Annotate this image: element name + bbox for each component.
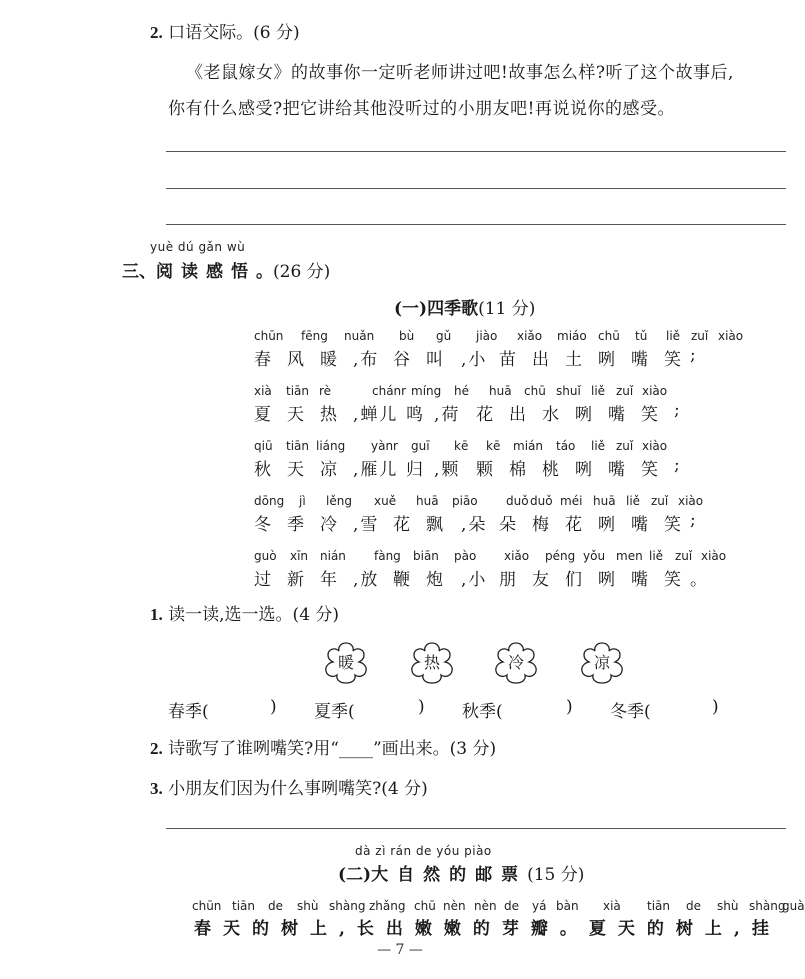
poem-char: 秋 [254,460,273,480]
poem-pinyin: jì [299,494,306,508]
page-number: — 7 — [377,942,423,958]
answer-line-4 [166,828,786,829]
poem-pinyin: hé [454,384,469,398]
sub2-number: 2. [150,739,163,758]
season-blank-close: ) [270,697,277,717]
poem-char: ,颗 [434,460,461,480]
poem-pinyin: lěng [326,494,352,508]
option-flower[interactable] [408,640,456,684]
poem-char: 土 [565,350,584,370]
passage-pinyin: shàng [329,899,366,913]
passage-pinyin: yá [532,899,547,913]
poem-char: 谷 [393,350,412,370]
poem-char: ; [674,400,682,420]
poem-line [254,439,694,480]
poem-pinyin: dōng [254,494,285,508]
poem-char: ; [690,345,698,365]
poem-pinyin: duǒ [506,494,529,508]
poem-line [254,549,727,590]
poem-pinyin: xuě [374,494,397,508]
poem-pinyin: yǒu [583,549,606,563]
poem-pinyin: chū [524,384,546,398]
poem-pinyin: tǔ [635,329,648,343]
poem-pinyin: jiào [476,329,498,343]
part2-prefix: (二) [338,865,372,885]
poem-pinyin: pào [454,549,477,563]
poem-char: 鞭 [393,570,412,590]
poem-line [254,494,704,535]
poem-char: 出 [532,350,551,370]
poem-char: 冬 [254,515,273,535]
poem-pinyin: fàng [374,549,401,563]
sub3-number: 3. [150,779,163,798]
poem-char: 友 [532,570,551,590]
poem-pinyin: liě [591,439,606,453]
sub3-title-text: 小朋友们因为什么事咧嘴笑?(4 分) [168,779,428,799]
poem-char: 风 [287,350,306,370]
option-label: 暖 [337,653,354,672]
poem-pinyin: xiào [642,439,668,453]
poem-pinyin: shuǐ [556,384,581,398]
option-flower[interactable] [578,640,626,684]
poem-char: 棉 [509,460,528,480]
poem-pinyin: fēng [301,329,328,343]
poem-char: 笑 [664,570,683,590]
poem-char: 出 [509,405,528,425]
poem-char: ,荷 [434,405,461,425]
poem-char: 嘴 [631,350,650,370]
poem-char: 苗 [499,350,518,370]
section3-pinyin: yuè dú gǎn wù [150,240,246,254]
poem-char: 天 [287,460,306,480]
passage-text: 春天的树上,长出嫩嫩的芽瓣。夏天的树上,挂 [194,919,781,939]
passage-pinyin: tiān [232,899,255,913]
poem-pinyin: piāo [452,494,478,508]
poem-pinyin: zuǐ [616,439,634,453]
poem-pinyin: zuǐ [616,384,634,398]
poem-char: ; [690,510,698,530]
poem-char: 桃 [542,460,561,480]
poem-char: ,小 [461,570,488,590]
season-blank-close: ) [418,697,425,717]
poem-char: 叫 [426,350,445,370]
season-blank[interactable]: 冬季( [610,702,651,722]
poem-char: ,布 [353,350,380,370]
part1-heading [394,294,535,319]
passage-pinyin: chū [414,899,436,913]
passage-pinyin: nèn [474,899,497,913]
poem-pinyin: rè [319,384,332,398]
poem-pinyin: men [616,549,643,563]
poem-pinyin: tiān [286,439,309,453]
poem-pinyin: xià [254,384,272,398]
poem-char: 。 [690,570,709,590]
poem-char: ; [674,455,682,475]
part2-score: (15 分) [527,865,585,885]
poem-pinyin: péng [545,549,576,563]
poem-pinyin: liě [666,329,681,343]
poem-pinyin: xiào [718,329,744,343]
section3-score: (26 分) [273,262,331,282]
q2-title [150,18,300,43]
section3-heading [122,257,330,282]
poem-char: 咧 [598,515,617,535]
poem-char: 花 [393,515,412,535]
part1-title: (一)四季歌 [394,299,479,319]
poem-char: 嘴 [631,515,650,535]
poem-char: 笑 [664,350,683,370]
option-label: 冷 [507,653,524,672]
poem-pinyin: xiào [678,494,704,508]
sub3-title [150,774,428,799]
poem-pinyin: yànr [371,439,398,453]
q2-number: 2. [150,23,163,42]
passage-pinyin: zhǎng [369,899,406,913]
poem-pinyin: xiǎo [504,549,530,563]
poem-char: 朵 [499,515,518,535]
poem-char: ,小 [461,350,488,370]
poem-pinyin: qiū [254,439,273,453]
poem-char: 咧 [575,460,594,480]
season-blank[interactable]: 夏季( [314,702,355,722]
passage-pinyin: chūn [192,899,222,913]
poem-pinyin: kē [454,439,469,453]
poem-char: 梅 [532,515,551,535]
passage-pinyin: de [686,899,701,913]
poem-pinyin: guò [254,549,277,563]
option-label: 凉 [593,653,610,672]
part2-title: 大自然的邮票 [371,865,528,885]
poem-pinyin: kē [486,439,501,453]
sub1-title-text: 读一读,选一选。(4 分) [168,605,340,625]
poem-char: 炮 [426,570,445,590]
sub1-title [150,600,339,625]
poem-pinyin: táo [556,439,576,453]
poem-char: 嘴 [631,570,650,590]
passage-pinyin: xià [603,899,621,913]
poem-pinyin: xiǎo [517,329,543,343]
poem-char: 颗 [476,460,495,480]
passage-pinyin: shàng [749,899,786,913]
poem-pinyin: liáng [316,439,346,453]
answer-line-3 [166,224,786,225]
poem-char: ,雪 [353,515,380,535]
poem-pinyin: liě [649,549,664,563]
poem-char: 笑 [641,405,660,425]
poem-pinyin: mián [513,439,543,453]
poem-char: 花 [476,405,495,425]
poem-char: 鸣 [406,405,425,425]
poem-pinyin: liě [591,384,606,398]
poem-pinyin: tiān [286,384,309,398]
poem-char: ,蝉儿 [353,405,399,425]
section3-dot: 。 [256,262,273,282]
poem-pinyin: míng [411,384,442,398]
poem-char: 季 [287,515,306,535]
poem-char: 咧 [598,350,617,370]
poem-line [254,329,744,370]
poem-pinyin: huā [593,494,616,508]
poem-char: ,放 [353,570,380,590]
poem-char: 咧 [575,405,594,425]
sub2-blank: ____ [338,739,373,759]
poem-pinyin: huā [489,384,512,398]
poem-pinyin: zuǐ [691,329,709,343]
poem-char: 嘴 [608,405,627,425]
passage-pinyin: nèn [443,899,466,913]
passage-pinyin: de [504,899,519,913]
poem-pinyin: miáo [557,329,587,343]
poem-pinyin: liě [626,494,641,508]
poem-pinyin: bù [399,329,415,343]
poem-pinyin: zuǐ [651,494,669,508]
poem-char: 水 [542,405,561,425]
sub1-number: 1. [150,605,163,624]
poem-pinyin: xiào [642,384,668,398]
poem-char: 朋 [499,570,518,590]
passage-pinyin: tiān [647,899,670,913]
passage-pinyin: shù [297,899,319,913]
poem-char: 们 [565,570,584,590]
poem-pinyin: biān [413,549,439,563]
answer-line-2 [166,188,786,189]
poem-char: 花 [565,515,584,535]
passage-pinyin: de [268,899,283,913]
answer-line-1 [166,151,786,152]
poem-line [254,384,694,425]
poem-char: 凉 [320,460,339,480]
passage-pinyin: guà [782,899,805,913]
poem-pinyin: nián [320,549,346,563]
poem-char: 夏 [254,405,273,425]
poem-pinyin: méi [560,494,583,508]
poem-pinyin: nuǎn [344,329,375,343]
poem-pinyin: xīn [290,549,309,563]
q2-line2: 你有什么感受?把它讲给其他没听过的小朋友吧!再说说你的感受。 [168,99,675,119]
season-blank[interactable]: 秋季( [462,702,503,722]
poem-pinyin: xiào [701,549,727,563]
poem-char: 过 [254,570,273,590]
poem-pinyin: chūn [254,329,284,343]
poem-pinyin: guī [411,439,430,453]
poem-char: 咧 [598,570,617,590]
poem-char: 飘 [426,515,445,535]
poem-pinyin: zuǐ [675,549,693,563]
sub2-title-a: 诗歌写了谁咧嘴笑?用“ [168,739,339,759]
part1-score: (11 分) [478,299,536,319]
option-flower[interactable] [322,640,370,684]
poem-char: 春 [254,350,273,370]
poem-char: ,雁儿 [353,460,399,480]
poem-char: 嘴 [608,460,627,480]
poem-char: 天 [287,405,306,425]
passage-pinyin: shù [717,899,739,913]
section3-prefix: 三、 [122,262,156,282]
option-flower[interactable] [492,640,540,684]
season-blank-close: ) [566,697,573,717]
poem-char: 笑 [664,515,683,535]
season-blank-close: ) [712,697,719,717]
poem-pinyin: chū [598,329,620,343]
poem-char: 冷 [320,515,339,535]
part2-pinyin: dà zì rán de yóu piào [355,844,492,858]
sub2-title-b: ”画出来。(3 分) [372,739,497,759]
part2-heading [338,860,584,885]
poem-pinyin: chánr [372,384,407,398]
passage-pinyin: bàn [556,899,579,913]
q2-line1: 《老鼠嫁女》的故事你一定听老师讲过吧!故事怎么样?听了这个故事后, [186,63,734,83]
poem-char: 归 [406,460,425,480]
poem-char: 热 [320,405,339,425]
poem-char: ,朵 [461,515,488,535]
poem-char: 新 [287,570,306,590]
poem-pinyin: duǒ [530,494,553,508]
poem-char: 暖 [320,350,339,370]
poem-char: 笑 [641,460,660,480]
season-blank[interactable]: 春季( [168,702,209,722]
option-label: 热 [423,653,440,672]
section3-title: 阅读感悟 [156,262,256,282]
sub2-title [150,734,496,759]
q2-title-text: 口语交际。(6 分) [168,23,300,43]
poem-pinyin: gǔ [436,329,452,343]
poem-char: 年 [320,570,339,590]
poem-pinyin: huā [416,494,439,508]
